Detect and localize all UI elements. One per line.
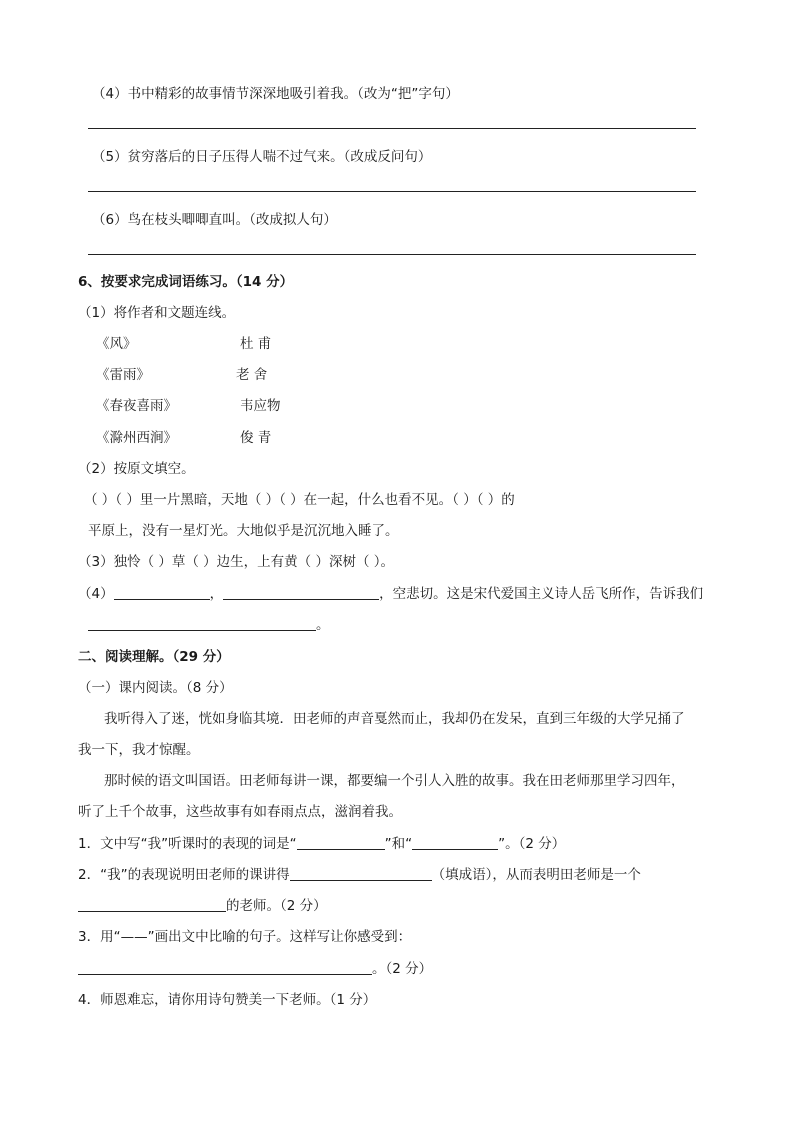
rq1-text-c: ”。（2 分）	[498, 836, 566, 852]
fill-blank-line-1[interactable]: （ ）（ ）里一片黑暗，天地（ ）（ ）在一起，什么也看不见。（ ）（ ）的	[84, 492, 515, 508]
author-3[interactable]: 韦应物	[240, 398, 281, 414]
poem-title-1[interactable]: 《风》	[96, 336, 137, 352]
rq2-text-a: 2．“我”的表现说明田老师的课讲得	[78, 867, 290, 883]
rq2-blank-1[interactable]	[290, 865, 432, 881]
rq1-blank-2[interactable]	[412, 834, 498, 850]
author-1[interactable]: 杜 甫	[240, 336, 272, 352]
reading-question-3: 3．用“——”画出文中比喻的句子。这样写让你感受到：	[78, 929, 412, 945]
reading-question-4: 4．师恩难忘，请你用诗句赞美一下老师。（1 分）	[78, 992, 377, 1008]
sub-question-1: （1）将作者和文题连线。	[78, 305, 236, 321]
sub-question-4-line2	[88, 613, 330, 633]
answer-line-6[interactable]	[88, 254, 696, 255]
rq1-blank-1[interactable]	[297, 834, 385, 850]
passage-para2-line2: 听了上千个故事，这些故事有如春雨点点，滋润着我。	[78, 804, 402, 820]
rq2-blank-2[interactable]	[78, 896, 226, 912]
period: 。	[316, 617, 330, 633]
passage-para1-line1: 我听得入了迷，恍如身临其境．田老师的声音戛然而止，我却仍在发呆，直到三年级的大学兄捅了	[104, 711, 685, 727]
rq1-text-b: ”和“	[384, 836, 413, 852]
blank-4a[interactable]	[114, 584, 210, 600]
sub-question-4-rest: ，空悲切。这是宋代爱国主义诗人岳飞所作，告诉我们	[379, 586, 704, 602]
poem-title-3[interactable]: 《春夜喜雨》	[96, 398, 177, 414]
question-5-text: （5）贫穷落后的日子压得人喘不过气来。（改成反问句）	[92, 149, 432, 165]
reading-question-3-line2	[78, 957, 432, 977]
rq2-text-b: （填成语），从而表明田老师是一个	[431, 867, 641, 883]
author-2[interactable]: 老 舍	[236, 367, 268, 383]
author-4[interactable]: 俊 青	[240, 430, 272, 446]
question-6-text: （6）鸟在枝头唧唧直叫。（改成拟人句）	[92, 212, 337, 228]
section-2-heading: 二、阅读理解。（29 分）	[78, 649, 230, 665]
part-1-heading: （一）课内阅读。（8 分）	[78, 680, 233, 696]
fill-blank-line-2: 平原上，没有一星灯光。大地似乎是沉沉地入睡了。	[88, 523, 399, 539]
sub-question-4	[78, 582, 703, 602]
sub-question-2: （2）按原文填空。	[78, 461, 195, 477]
poem-title-2[interactable]: 《雷雨》	[96, 367, 150, 383]
passage-para2-line1: 那时候的语文叫国语。田老师每讲一课，都要编一个引人入胜的故事。我在田老师那里学习四年，	[104, 773, 685, 789]
reading-question-2-line2	[78, 894, 327, 914]
section-6-heading: 6、按要求完成词语练习。（14 分）	[78, 274, 294, 290]
poem-title-4[interactable]: 《滁州西涧》	[96, 430, 177, 446]
reading-question-2	[78, 863, 641, 883]
question-4-text: （4）书中精彩的故事情节深深地吸引着我。（改为“把”字句）	[92, 86, 459, 102]
blank-4c[interactable]	[88, 615, 316, 631]
sub-question-4-prefix: （4）	[78, 586, 114, 602]
answer-line-5[interactable]	[88, 191, 696, 192]
sub-question-3[interactable]: （3）独怜（ ）草（ ）边生，上有黄（ ）深树（ ）。	[78, 554, 395, 570]
blank-4b[interactable]	[223, 584, 379, 600]
answer-line-4[interactable]	[88, 128, 696, 129]
rq3-text-b: 。（2 分）	[372, 961, 433, 977]
reading-question-1	[78, 832, 565, 852]
rq1-text-a: 1．文中写“我”听课时的表现的词是“	[78, 836, 297, 852]
passage-para1-line2: 我一下，我才惊醒。	[78, 742, 200, 758]
rq3-blank[interactable]	[78, 959, 372, 975]
sub-question-4-comma: ，	[209, 586, 224, 602]
rq2-text-c: 的老师。（2 分）	[226, 898, 327, 914]
